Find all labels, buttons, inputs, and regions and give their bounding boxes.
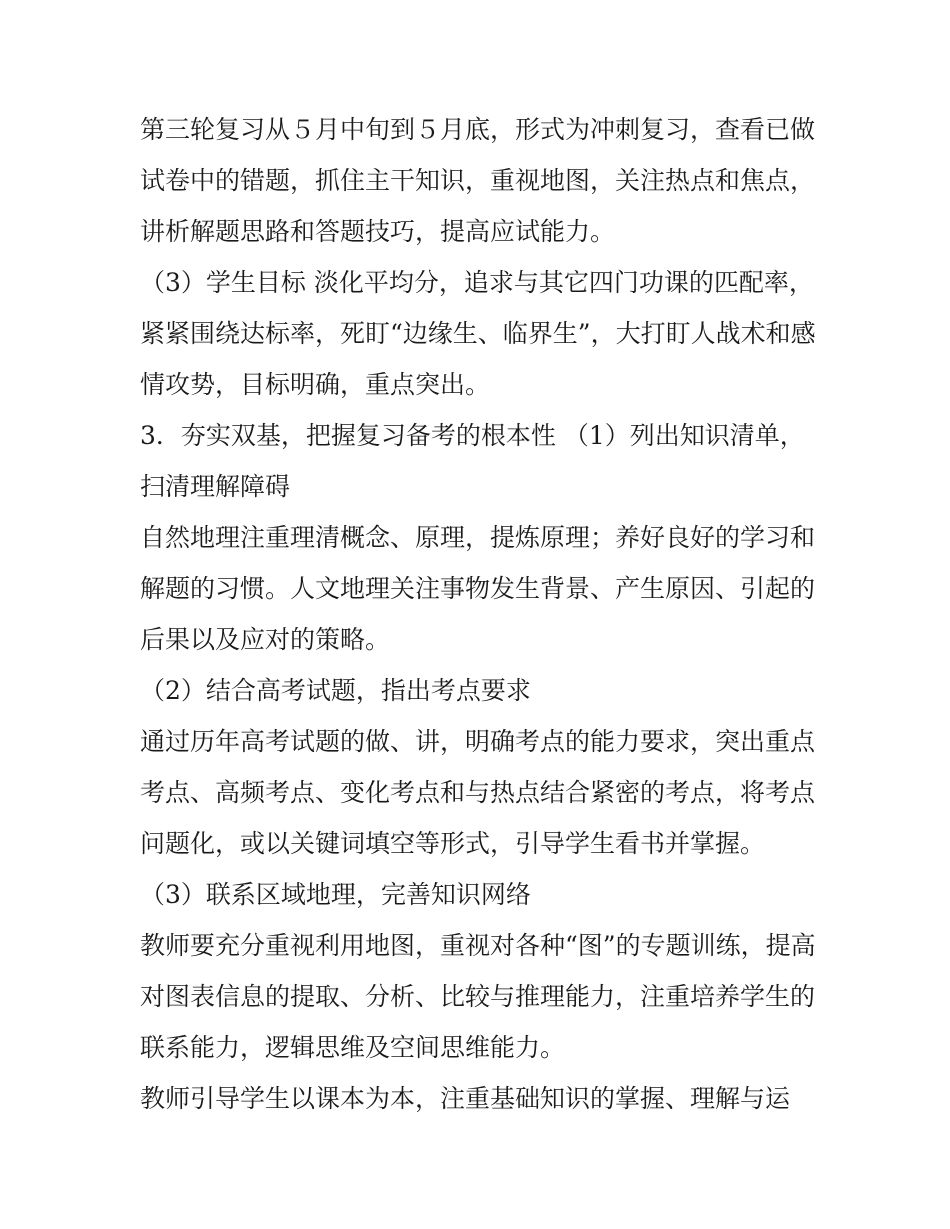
paragraph-subheading-regional-geography xyxy=(140,869,830,920)
text-line: 情攻势，目标明确，重点突出。 xyxy=(140,370,491,399)
text-line: （3）学生目标 淡化平均分，追求与其它四门功课的匹配率， xyxy=(140,268,814,297)
text-line: 对图表信息的提取、分析、比较与推理能力，注重培养学生的 xyxy=(140,982,816,1011)
paragraph-map-training xyxy=(140,920,830,1073)
text-line: 紧紧围绕达标率，死盯“边缘生、临界生”，大打盯人战术和感 xyxy=(140,319,816,348)
text-line: 讲析解题思路和答题技巧，提高应试能力。 xyxy=(140,217,616,246)
paragraph-student-goals xyxy=(140,257,830,410)
paragraph-physical-human-geography xyxy=(140,512,830,665)
text-line: 试卷中的错题，抓住主干知识，重视地图，关注热点和焦点， xyxy=(140,166,816,195)
text-line: 联系能力，逻辑思维及空间思维能力。 xyxy=(140,1033,566,1062)
text-line: 扫清理解障碍 xyxy=(140,472,291,501)
paragraph-subheading-exam-points xyxy=(140,665,830,716)
text-line: 通过历年高考试题的做、讲，明确考点的能力要求，突出重点 xyxy=(140,727,816,756)
paragraph-section-3-heading xyxy=(140,410,830,512)
text-line: 第三轮复习从５月中旬到５月底，形式为冲刺复习，查看已做 xyxy=(140,115,816,144)
text-line: 考点、高频考点、变化考点和与热点结合紧密的考点，将考点 xyxy=(140,778,816,807)
paragraph-exam-questions xyxy=(140,716,830,869)
text-line: 自然地理注重理清概念、原理，提炼原理；养好良好的学习和 xyxy=(140,523,816,552)
paragraph-third-round-review xyxy=(140,104,830,257)
document-body xyxy=(140,104,830,1124)
text-line: （3）联系区域地理，完善知识网络 xyxy=(140,880,531,909)
text-line: 解题的习惯。人文地理关注事物发生背景、产生原因、引起的 xyxy=(140,574,816,603)
text-line: 教师要充分重视利用地图，重视对各种“图”的专题训练，提高 xyxy=(140,931,816,960)
paragraph-textbook-based xyxy=(140,1073,830,1124)
text-line: 3．夯实双基，把握复习备考的根本性 （1）列出知识清单， xyxy=(140,421,805,450)
text-line: 问题化，或以关键词填空等形式，引导学生看书并掌握。 xyxy=(140,829,766,858)
text-line: 教师引导学生以课本为本，注重基础知识的掌握、理解与运 xyxy=(140,1084,791,1113)
text-line: 后果以及应对的策略。 xyxy=(140,625,391,654)
text-line: （2）结合高考试题，指出考点要求 xyxy=(140,676,531,705)
